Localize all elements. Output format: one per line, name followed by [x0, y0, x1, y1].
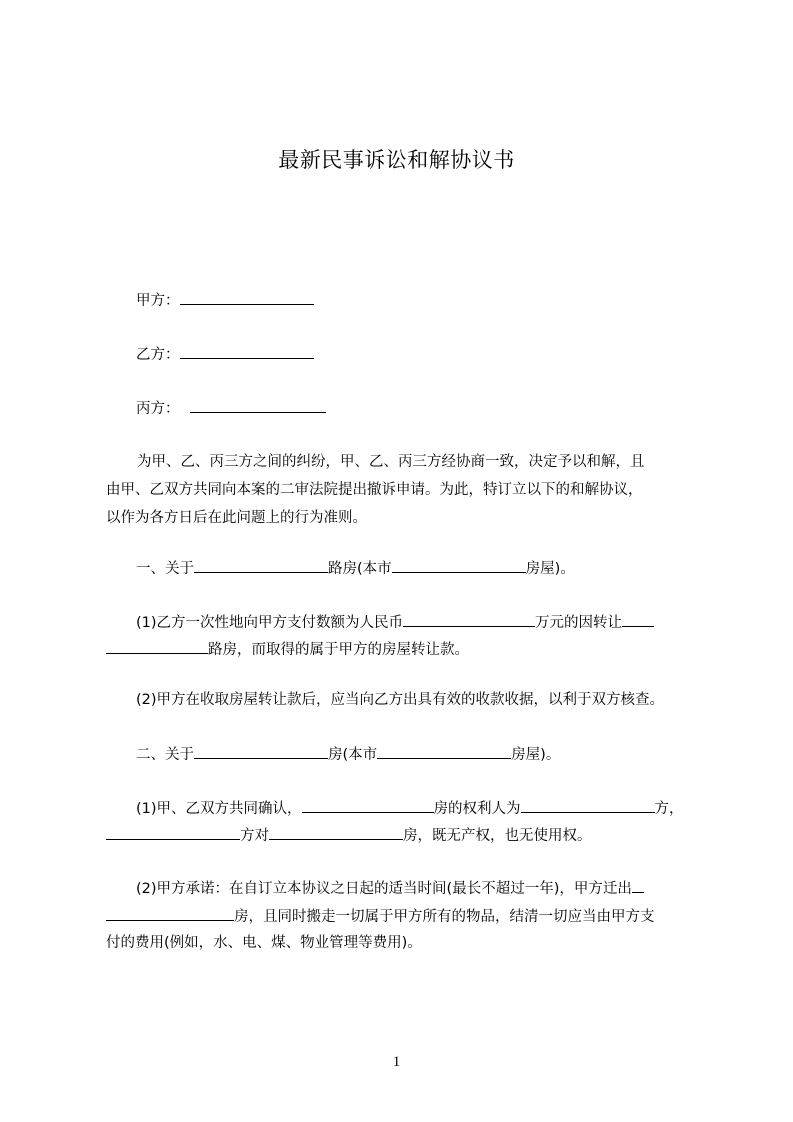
party-a-blank [180, 290, 314, 305]
section-1-mid: 路房(本市 [328, 561, 392, 577]
section-1-prefix: 一、关于 [136, 561, 194, 577]
amount-blank [403, 612, 535, 627]
intro-line-3: 以作为各方日后在此问题上的行为准则。 [106, 510, 367, 526]
section-2-heading [136, 744, 560, 765]
section-2-house-blank [194, 744, 328, 759]
party-blank [106, 825, 240, 840]
section-1-item-1-line-2 [106, 639, 469, 660]
item-text: 万元的因转让 [535, 615, 623, 631]
party-b-blank [180, 344, 314, 359]
section-1-item-2: (2)甲方在收取房屋转让款后，应当向乙方出具有效的收款收据，以利于双方核查。 [136, 692, 665, 708]
party-b-line [136, 344, 314, 365]
house-blank [302, 798, 434, 813]
party-c-line [136, 398, 326, 419]
page-number: 1 [392, 1054, 401, 1070]
item-text: 方对 [240, 828, 269, 844]
party-a-label: 甲方： [136, 293, 180, 309]
section-2-item-1-line-1 [136, 798, 684, 819]
item-text: 路房，而取得的属于甲方的房屋转让款。 [208, 642, 469, 658]
section-2-suffix: 房屋)。 [511, 747, 561, 763]
section-1-heading [136, 558, 575, 579]
section-1-city-blank [392, 558, 526, 573]
section-1-item-1-line-1 [136, 612, 654, 633]
section-2-item-2-line-3: 付的费用(例如，水、电、煤、物业管理等费用)。 [106, 935, 422, 951]
intro-line-1: 为甲、乙、丙三方之间的纠纷，甲、乙、丙三方经协商一致，决定予以和解，且 [137, 454, 645, 470]
house-blank-3 [632, 878, 644, 893]
party-b-label: 乙方： [136, 347, 180, 363]
house-blank-3-continued [106, 906, 234, 921]
document-title: 最新民事诉讼和解协议书 [278, 148, 515, 172]
road-blank [622, 612, 654, 627]
section-2-city-blank [377, 744, 511, 759]
item-text: 房，且同时搬走一切属于甲方所有的物品，结清一切应当由甲方支 [234, 909, 655, 925]
item-text: 房，既无产权，也无使用权。 [403, 828, 592, 844]
section-2-item-2-line-1 [136, 878, 644, 899]
item-text: (1)甲、乙双方共同确认， [136, 801, 302, 817]
party-c-label: 丙方： [136, 401, 180, 417]
section-2-mid: 房(本市 [328, 747, 378, 763]
section-2-item-1-line-2 [106, 825, 592, 846]
item-text: (2)甲方承诺：在自订立本协议之日起的适当时间(最长不超过一年)，甲方迁出 [136, 881, 632, 897]
section-2-item-2-line-2 [106, 906, 655, 927]
item-text: (1)乙方一次性地向甲方支付数额为人民币 [136, 615, 404, 631]
party-a-line [136, 290, 314, 311]
owner-blank [521, 798, 655, 813]
item-text: 方， [654, 801, 684, 817]
item-text: 房的权利人为 [433, 801, 521, 817]
section-2-prefix: 二、关于 [136, 747, 194, 763]
section-1-suffix: 房屋)。 [525, 561, 575, 577]
section-1-road-blank [194, 558, 328, 573]
road-blank-continued [106, 639, 208, 654]
house-blank-2 [269, 825, 403, 840]
party-c-blank [190, 398, 326, 413]
intro-line-2: 由甲、乙双方共同向本案的二审法院提出撤诉申请。为此，特订立以下的和解协议， [106, 482, 643, 498]
